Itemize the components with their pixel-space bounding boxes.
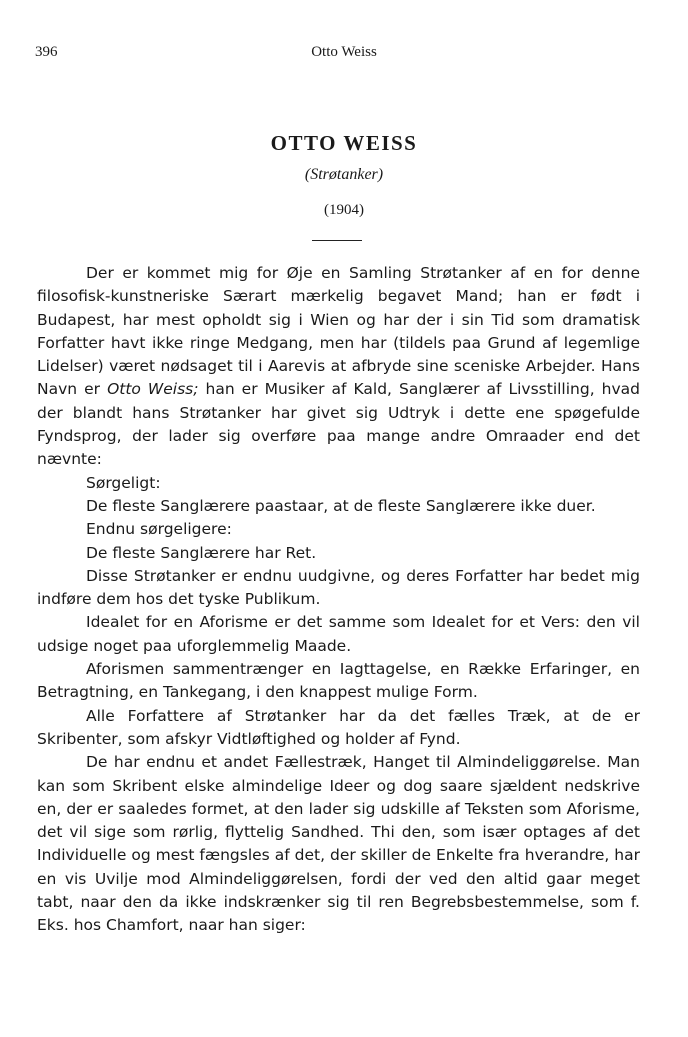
article-subtitle: (Strøtanker) (304, 166, 384, 183)
page-header (35, 44, 653, 64)
page-number: 396 (35, 44, 58, 60)
paragraph: Sørgeligt: (86, 473, 161, 492)
article-year: (1904) (324, 202, 364, 218)
paragraph-text: Der er kommet mig for Øje en Samling Strøtanker af en for denne filosofisk-kunstneriske Særart mærkelig begavet Mand; han er født i Budapest, har mest opholdt sig i Wien og har der i sin Tid som dramatisk Forfatter havt ikke ringe Medgang, men har (tildels paa Grund af legemlige Lidelser) været nødsaget til i Aarevis at afbryde sine sceniske Arbejder. Hans Navn er (37, 264, 640, 399)
paragraph: De fleste Sanglærere paastaar, at de fleste Sanglærere ikke duer. (86, 496, 596, 515)
paragraph: Alle Forfattere af Strøtanker har da det fælles Træk, at de er Skribenter, som afskyr Vidtløftighed og holder af Fynd. (37, 706, 640, 748)
paragraph-text: han er Musiker af Kald, Sanglærer af Livsstilling, hvad der blandt hans Strøtanker har givet sig Udtryk i dette ene spøgefulde Fyndsprog, der lader sig overføre paa mange andre Omraader end det nævnte: (37, 380, 640, 469)
paragraph: De fleste Sanglærere har Ret. (86, 543, 317, 562)
title-divider (312, 240, 362, 241)
paragraph: Disse Strøtanker er endnu uudgivne, og deres Forfatter har bedet mig indføre dem hos det tyske Publikum. (37, 566, 640, 609)
paragraph (37, 262, 640, 472)
author-name-italic: Otto Weiss; (107, 380, 199, 399)
running-head: Otto Weiss (311, 44, 377, 60)
paragraph: Aforismen sammentrænger en Iagttagelse, en Række Erfaringer, en Betragtning, en Tankegang, i den knappest mulige Form. (37, 660, 640, 702)
paragraph: Endnu sørgeligere: (86, 520, 232, 539)
paragraph: Idealet for en Aforisme er det samme som Idealet for et Vers: den vil udsige noget paa uforglemmelig Maade. (37, 613, 640, 655)
paragraph: De har endnu et andet Fællestræk, Hanget til Almindeliggørelse. Man kan som Skribent elske almindelige Ideer og dog saare sjældent nedskrive en, der er saaledes formet, at den lader sig udskille af Teksten som Aforisme, det vil sige som rørlig, flyttelig Sandhed. Thi den, som især optages af det Individuelle og mest fængsles af det, der skiller de Enkelte fra hverandre, har en vis Uvilje mod Almindeliggørelsen, fordi der ved den altid gaar meget tabt, naar den da ikke indskrænker sig til ren Begrebsbestemmelse, som f. Eks. hos Chamfort, naar han siger: (37, 753, 640, 935)
article-title: OTTO WEISS (270, 131, 418, 155)
body-text (37, 262, 640, 938)
